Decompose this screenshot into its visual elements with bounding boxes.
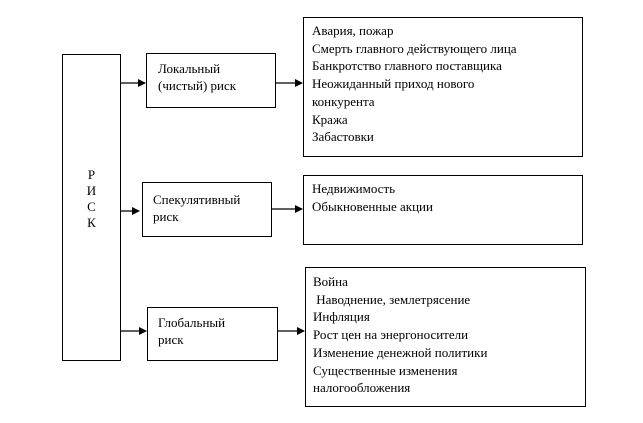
global-risk-examples [313, 273, 487, 397]
local-risk-label [158, 60, 236, 94]
list-item: Недвижимость [312, 181, 396, 196]
global-risk-label-line: риск [158, 332, 184, 347]
list-item: Наводнение, землетрясение [313, 291, 471, 307]
list-item: Инфляция [313, 309, 370, 325]
risk-main-label [62, 167, 121, 231]
local-risk-label-line: Локальный [158, 61, 221, 76]
list-item: налогообложения [313, 380, 411, 396]
list-item: Банкротство главного поставщика [312, 58, 502, 74]
list-item: Война [313, 274, 348, 289]
list-item: конкурента [312, 93, 375, 109]
list-item: Обыкновенные акции [312, 198, 433, 214]
list-item: Забастовки [312, 129, 374, 145]
risk-letter: К [87, 215, 96, 230]
global-risk-label [158, 314, 225, 348]
local-risk-examples [312, 22, 517, 146]
list-item: Кража [312, 111, 348, 127]
list-item: Авария, пожар [312, 23, 394, 38]
speculative-risk-label [153, 191, 240, 225]
local-risk-label-line: (чистый) риск [158, 78, 237, 93]
list-item: Смерть главного действующего лица [312, 40, 517, 56]
risk-letter: Р [87, 167, 96, 182]
list-item: Рост цен на энергоносители [313, 327, 469, 343]
speculative-risk-label-line: риск [153, 209, 179, 224]
global-risk-label-line: Глобальный [158, 315, 226, 330]
speculative-risk-examples [312, 180, 433, 215]
list-item: Существенные изменения [313, 362, 458, 378]
list-item: Неожиданный приход нового [312, 76, 475, 92]
risk-letter: С [87, 199, 96, 214]
list-item: Изменение денежной политики [313, 344, 488, 360]
speculative-risk-label-line: Спекулятивный [153, 192, 241, 207]
risk-letter: И [86, 183, 97, 198]
